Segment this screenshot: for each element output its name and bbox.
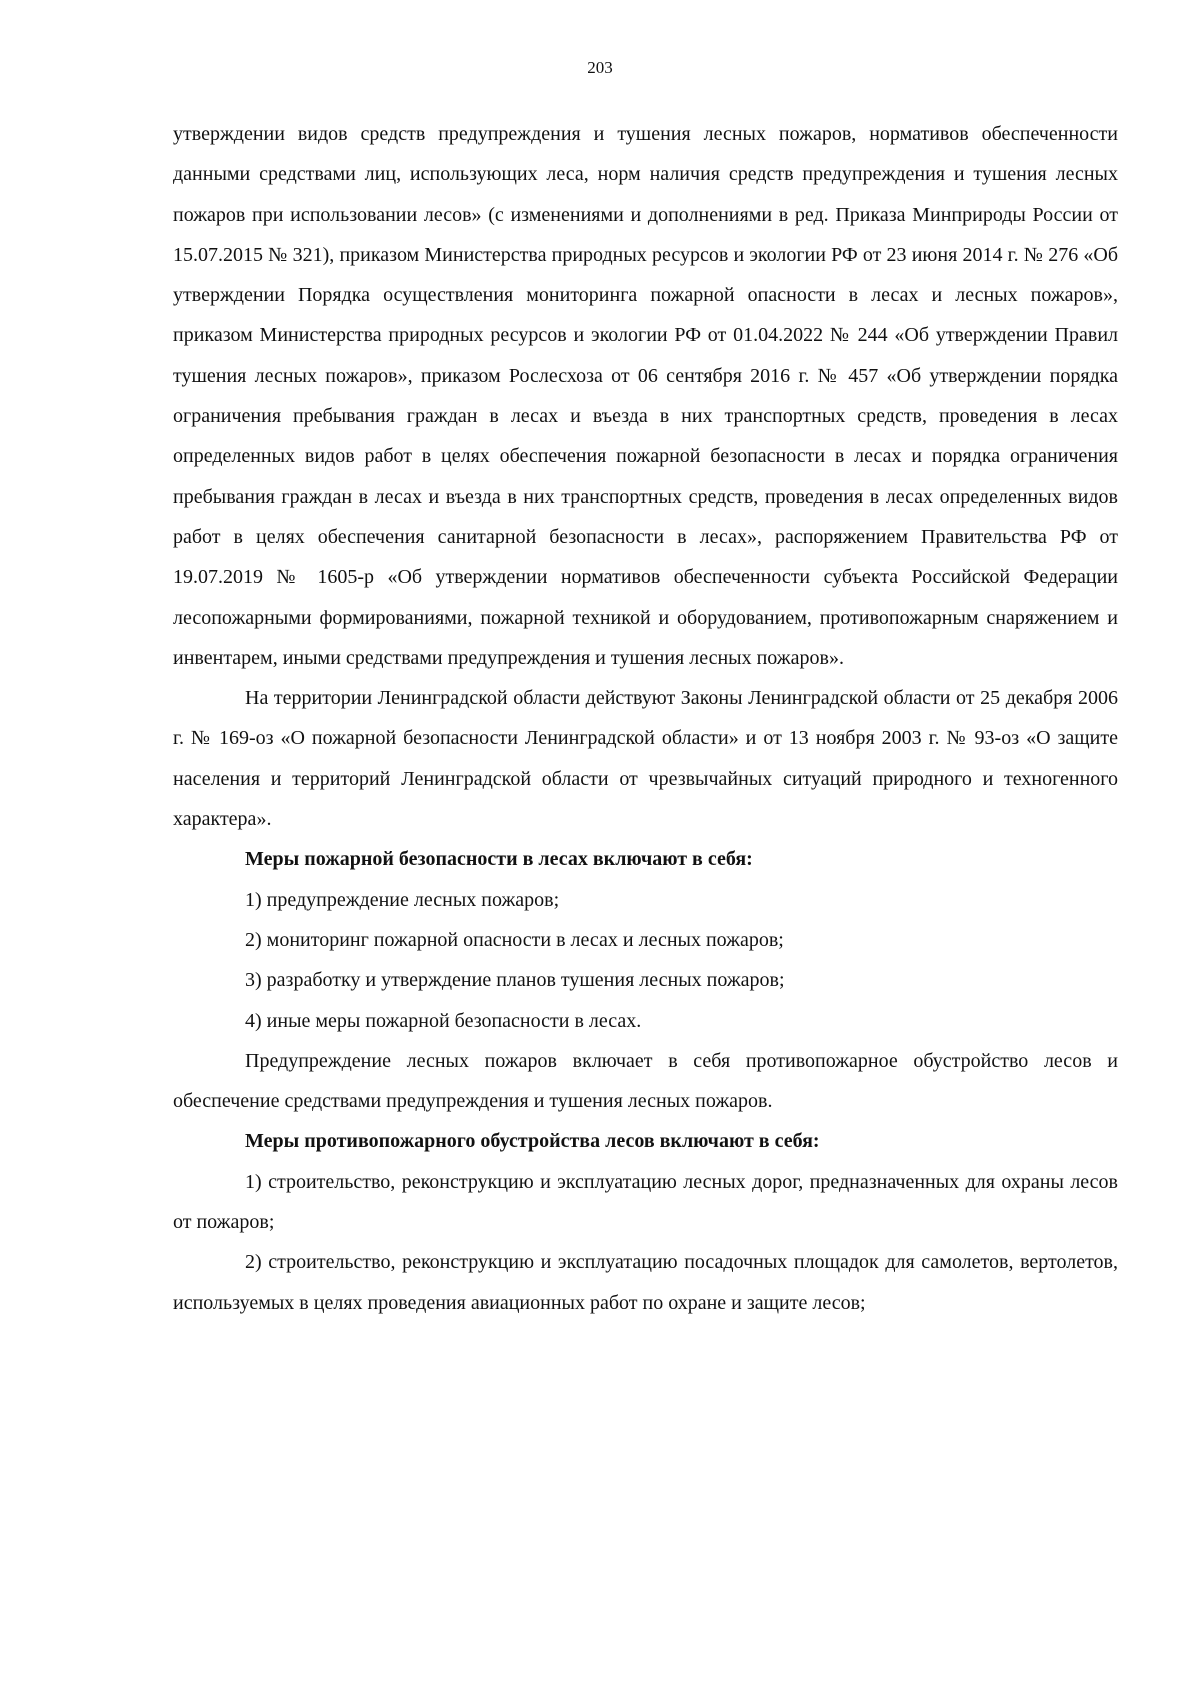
page-number: 203 [587,58,613,77]
paragraph-leningrad-laws: На территории Ленинградской области действуют Законы Ленинградской области от 25 декабря 2006 г. № 169-оз «О пожарной безопасности Ленинградской области» и от 13 ноября 2003 г. № 93-оз «О защите населения и территорий Ленинградской области от чрезвычайных ситуаций природного и техногенного характера». [173,687,1118,831]
paragraph-regulations-continued: утверждении видов средств предупреждения и тушения лесных пожаров, нормативов обеспеченности данными средствами лиц, использующих леса, норм наличия средств предупреждения и тушения лесных пожаров при использовании лесов» (с изменениями и дополнениями в ред. Приказа Минприроды России от 15.07.2015 № 321), приказом Министерства природных ресурсов и экологии РФ от 23 июня 2014 г. № 276 «Об утверждении Порядка осуществления мониторинга пожарной опасности в лесах и лесных пожаров», приказом Министерства природных ресурсов и экологии РФ от 01.04.2022 № 244 «Об утверждении Правил тушения лесных пожаров», приказом Рослесхоза от 06 сентября 2016 г. № 457 «Об утверждении порядка ограничения пребывания граждан в лесах и въезда в них транспортных средств, проведения в лесах определенных видов работ в целях обеспечения пожарной безопасности в лесах и порядка ограничения пребывания граждан в лесах и въезда в них транспортных средств, проведения в лесах определенных видов работ в целях обеспечения санитарной безопасности в лесах», распоряжением Правительства РФ от 19.07.2019 № 1605-р «Об утверждении нормативов обеспеченности субъекта Российской Федерации лесопожарными формированиями, пожарной техникой и оборудованием, противопожарным снаряжением и инвентарем, иными средствами предупреждения и тушения лесных пожаров». [173,123,1118,669]
list-item-fire-monitoring: 2) мониторинг пожарной опасности в лесах и лесных пожаров; [245,928,784,951]
heading-fire-arrangement-measures: Меры противопожарного обустройства лесов включают в себя: [245,1130,820,1153]
list-item-forest-roads: 1) строительство, реконструкцию и эксплуатацию лесных дорог, предназначенных для охраны лесов от пожаров; [173,1170,1118,1234]
document-body [173,114,1118,1323]
list-item-fire-prevention: 1) предупреждение лесных пожаров; [245,888,560,911]
paragraph-prevention-includes: Предупреждение лесных пожаров включает в себя противопожарное обустройство лесов и обеспечение средствами предупреждения и тушения лесных пожаров. [173,1049,1118,1113]
list-item-other-measures: 4) иные меры пожарной безопасности в лесах. [245,1009,642,1032]
list-item-extinguishing-plans: 3) разработку и утверждение планов тушения лесных пожаров; [245,969,785,992]
heading-fire-safety-measures: Меры пожарной безопасности в лесах включают в себя: [245,848,753,871]
list-item-landing-sites: 2) строительство, реконструкцию и эксплуатацию посадочных площадок для самолетов, вертолетов, используемых в целях проведения авиационных работ по охране и защите лесов; [173,1251,1118,1314]
